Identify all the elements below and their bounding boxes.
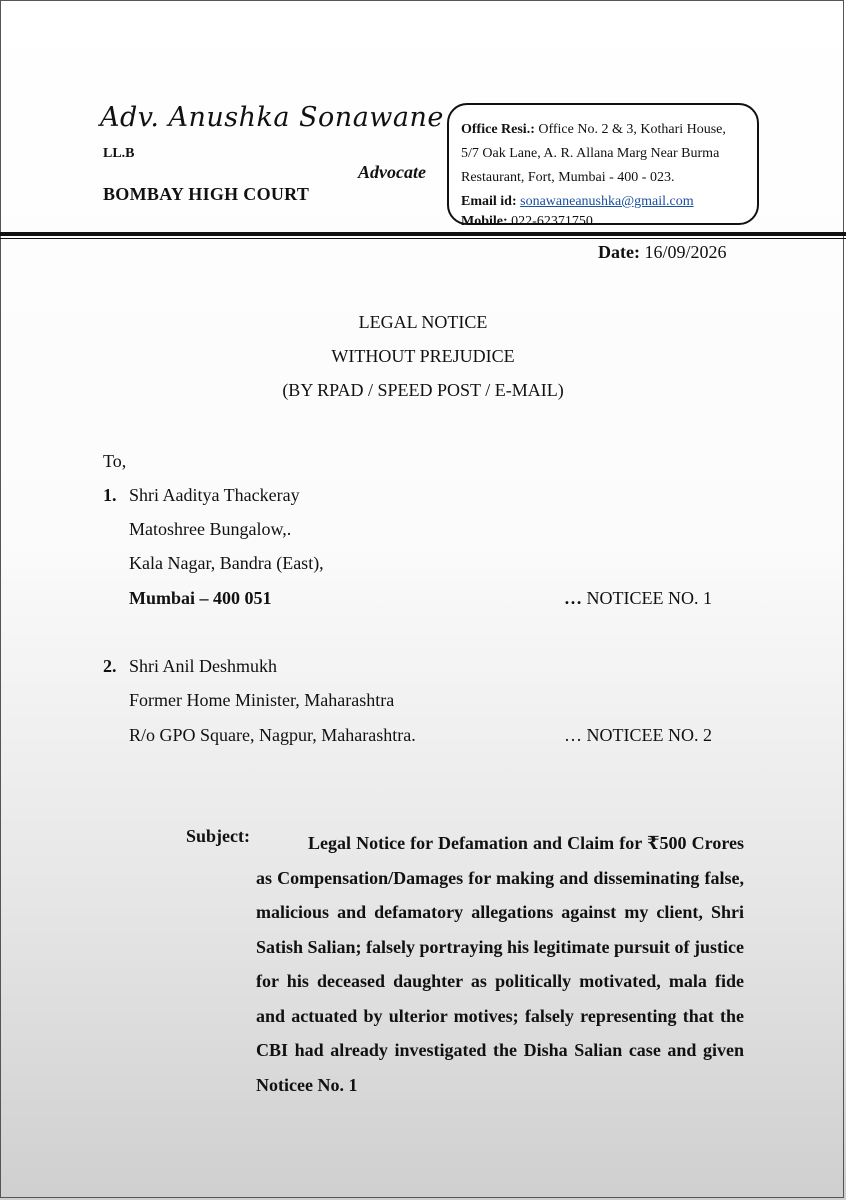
heading-legal-notice: LEGAL NOTICE [358, 312, 488, 332]
date-line [598, 242, 727, 263]
noticee-1-tag-dots: … [564, 588, 582, 608]
heading-delivery-mode: (BY RPAD / SPEED POST / E-MAIL) [282, 380, 564, 400]
mobile-number: 022-62371750 [511, 214, 593, 229]
noticee-2-tag: … NOTICEE NO. 2 [564, 725, 712, 745]
designation: Advocate [358, 162, 426, 182]
noticee-1-address-line2: Kala Nagar, Bandra (East), [129, 553, 324, 573]
heading-without-prejudice: WITHOUT PREJUDICE [331, 346, 515, 366]
office-address-line1 [461, 118, 757, 142]
noticee-1-name: Shri Aaditya Thackeray [129, 485, 300, 505]
subject-label: Subject: [186, 826, 250, 846]
noticee-2-address-line2: R/o GPO Square, Nagpur, Maharashtra. [129, 725, 416, 745]
noticee-2-address-line1: Former Home Minister, Maharashtra [129, 690, 395, 710]
noticee-1-tag-text: NOTICEE NO. 1 [586, 588, 712, 608]
qualification: LL.B [103, 146, 135, 161]
office-address-box [447, 103, 759, 229]
salutation: To, [103, 451, 127, 471]
office-address-line2: 5/7 Oak Lane, A. R. Allana Marg Near Burma [461, 146, 720, 161]
date-label: Date: [598, 242, 640, 262]
noticee-1-tag [564, 588, 712, 609]
email-label: Email id: [461, 194, 517, 209]
mobile-line [461, 214, 757, 230]
mobile-label: Mobile: [461, 214, 508, 229]
noticee-1-number: 1. [103, 485, 117, 505]
office-address-text1: Office No. 2 & 3, Kothari House, [538, 122, 726, 137]
subject-text: Legal Notice for Defamation and Claim for ₹500 Crores as Compensation/Damages for making and disseminating false, malicious and defamatory allegations against my client, Shri Satish Salian; falsely portraying his legitimate pursuit of justice for his deceased daughter as politically motivated, mala fide and actuated by ulterior motives; falsely representing that the CBI had already investigated the Disha Salian case and given Noticee No. 1 [256, 833, 745, 1095]
noticee-2-number: 2. [103, 656, 117, 676]
office-address-line3: Restaurant, Fort, Mumbai - 400 - 023. [461, 170, 675, 185]
noticee-2-name: Shri Anil Deshmukh [129, 656, 278, 676]
noticee-1-city: Mumbai – 400 051 [129, 588, 272, 608]
office-address-label: Office Resi.: [461, 122, 535, 137]
advocate-name: Adv. Anushka Sonawane [100, 102, 444, 133]
header-rule-thin [0, 238, 846, 239]
email-line [461, 190, 757, 214]
header-rule-thick [0, 232, 846, 236]
date-value: 16/09/2026 [644, 242, 727, 262]
court-name: BOMBAY HIGH COURT [103, 184, 310, 204]
email-link[interactable]: sonawaneanushka@gmail.com [520, 194, 694, 209]
noticee-1-address-line1: Matoshree Bungalow,. [129, 519, 292, 539]
